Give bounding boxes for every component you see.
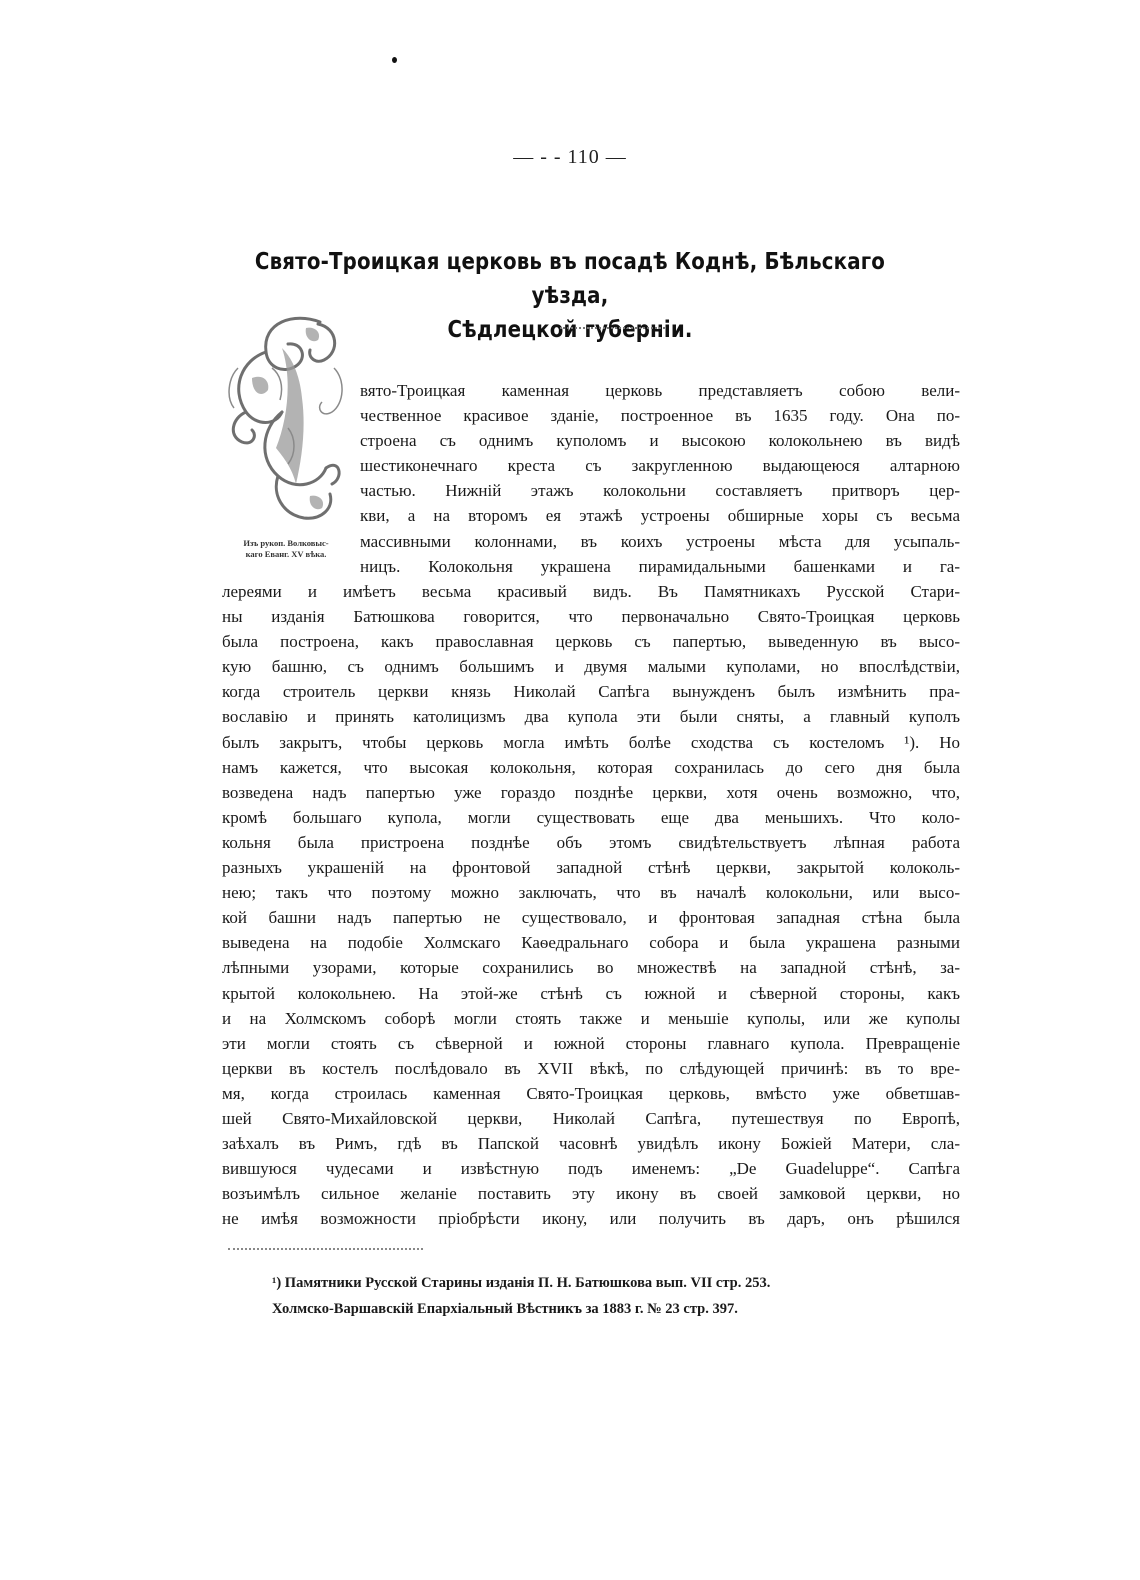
text-line: былъ закрытъ, чтобы церковь могла имѣть болѣе сходства съ костеломъ ¹). Но [222,732,960,752]
text-line: намъ кажется, что высокая колокольня, которая сохранилась до сего дня была [222,757,960,777]
text-line: заѣхалъ въ Римъ, гдѣ въ Папской часовнѣ увидѣлъ икону Божіей Матери, сла- [222,1134,960,1154]
caption-line-1: Изъ рукоп. Волковыс- [243,538,329,548]
text-line: вято-Троицкая каменная церковь представляетъ собою вели- [360,381,960,400]
text-line: возведена надъ папертью уже гораздо позднѣе церкви, хотя очень возможно, что, [222,782,960,802]
text-line: когда строитель церкви князь Николай Сапѣга вынужденъ былъ измѣнить пра- [222,682,960,702]
footnote-1: ¹) Памятники Русской Старины изданія П. Н. Батюшкова вып. VII стр. 253. [272,1275,771,1291]
text-line: лѣпными узорами, которые сохранились во множествѣ на западной стѣнѣ, за- [222,958,960,978]
text-line: мя, когда строилась каменная Свято-Троицкая церковь, вмѣсто уже обветшав- [222,1083,960,1103]
text-line: шестиконечнаго креста съ закругленною выдающеюся алтарною [360,456,960,476]
text-line: крытой колокольнею. На этой-же стѣнѣ съ южной и сѣверной стороны, какъ [222,983,960,1003]
ornamental-initial-svg [222,308,354,530]
text-line: нею; такъ что поэтому можно заключать, что въ началѣ колокольни, или высо- [222,883,960,903]
text-line: вославію и принять католицизмъ два купола эти были сняты, а главный куполъ [222,707,960,727]
text-line: кую башню, съ однимъ большимъ и двумя малыми куполами, но впослѣдствіи, [222,657,960,677]
text-line: выведена на подобіе Холмскаго Каѳедральнаго собора и была украшена разными [222,933,960,953]
text-line: вившуюся чудесами и извѣстную подъ именемъ: „De Guadeluppe“. Сапѣга [222,1159,960,1179]
text-line: чественное красивое зданіе, построенное въ 1635 году. Она по- [360,406,960,426]
ornamental-initial-letter [222,308,354,530]
page-number: — - - 110 — [513,146,627,168]
ink-speck [392,57,397,63]
text-line: строена съ однимъ куполомъ и высокою колокольнею въ видѣ [360,431,960,451]
text-line: и на Холмскомъ соборѣ могли стоять также и меньшіе куполы, или же куполы [222,1008,960,1028]
text-line: лереями и имѣетъ весьма красивый видъ. Въ Памятникахъ Русской Стари- [222,582,960,601]
body-text-full-width [222,579,960,1231]
initial-caption [212,538,360,560]
body-text-beside-initial [360,378,960,579]
text-line: эти могли стоять съ сѣверной и южной стороны главнаго купола. Превращеніе [222,1033,960,1053]
text-line: церкви въ костелъ послѣдовало въ XVII вѣкѣ, по слѣдующей причинѣ: въ то вре- [222,1058,960,1078]
text-line: кольня была пристроена позднѣе объ этомъ свидѣтельствуетъ лѣпная работа [222,832,960,852]
footnote-separator [228,1248,423,1253]
text-line: ны изданія Батюшкова говорится, что первоначально Свято-Троицкая церковь [222,607,960,627]
title-line-1: Свято-Троицкая церковь въ посадѣ Коднѣ, Бѣльскаго уѣзда, [254,249,886,309]
text-line: не имѣя возможности пріобрѣсти икону, или получить въ даръ, онъ рѣшился [222,1209,960,1229]
text-line: массивными колоннами, въ коихъ устроены мѣста для усыпаль- [360,531,960,551]
text-line: частью. Нижній этажъ колокольни составляетъ притворъ цер- [360,481,960,501]
caption-line-2: каго Еванг. XV вѣка. [245,549,327,559]
title-line-2: Сѣдлецкой губерніи. [447,317,693,343]
text-line: возъимѣлъ сильное желаніе поставить эту икону въ своей замковой церкви, но [222,1184,960,1204]
footnotes [272,1270,952,1322]
text-line: ницъ. Колокольня украшена пирамидальными башенками и га- [360,556,960,576]
text-line: разныхъ украшеній на фронтовой западной стѣнѣ церкви, закрытой колоколь- [222,858,960,878]
text-line: кви, а на второмъ ея этажѣ устроены обширные хоры съ весьма [360,506,960,526]
text-line: кой башни надъ папертью не существовало, и фронтовая западная стѣна была [222,908,960,928]
text-line: шей Свято-Михайловской церкви, Николай Сапѣга, путешествуя по Европѣ, [222,1108,960,1128]
text-line: кромѣ большаго купола, могли существовать еще два меньшихъ. Что коло- [222,807,960,827]
text-line: была построена, какъ православная церковь съ папертью, выведенную въ высо- [222,632,960,652]
footnote-1-continuation: Холмско-Варшавскій Епархіальный Вѣстникъ за 1883 г. № 23 стр. 397. [272,1301,738,1317]
title-ornament [560,327,665,337]
